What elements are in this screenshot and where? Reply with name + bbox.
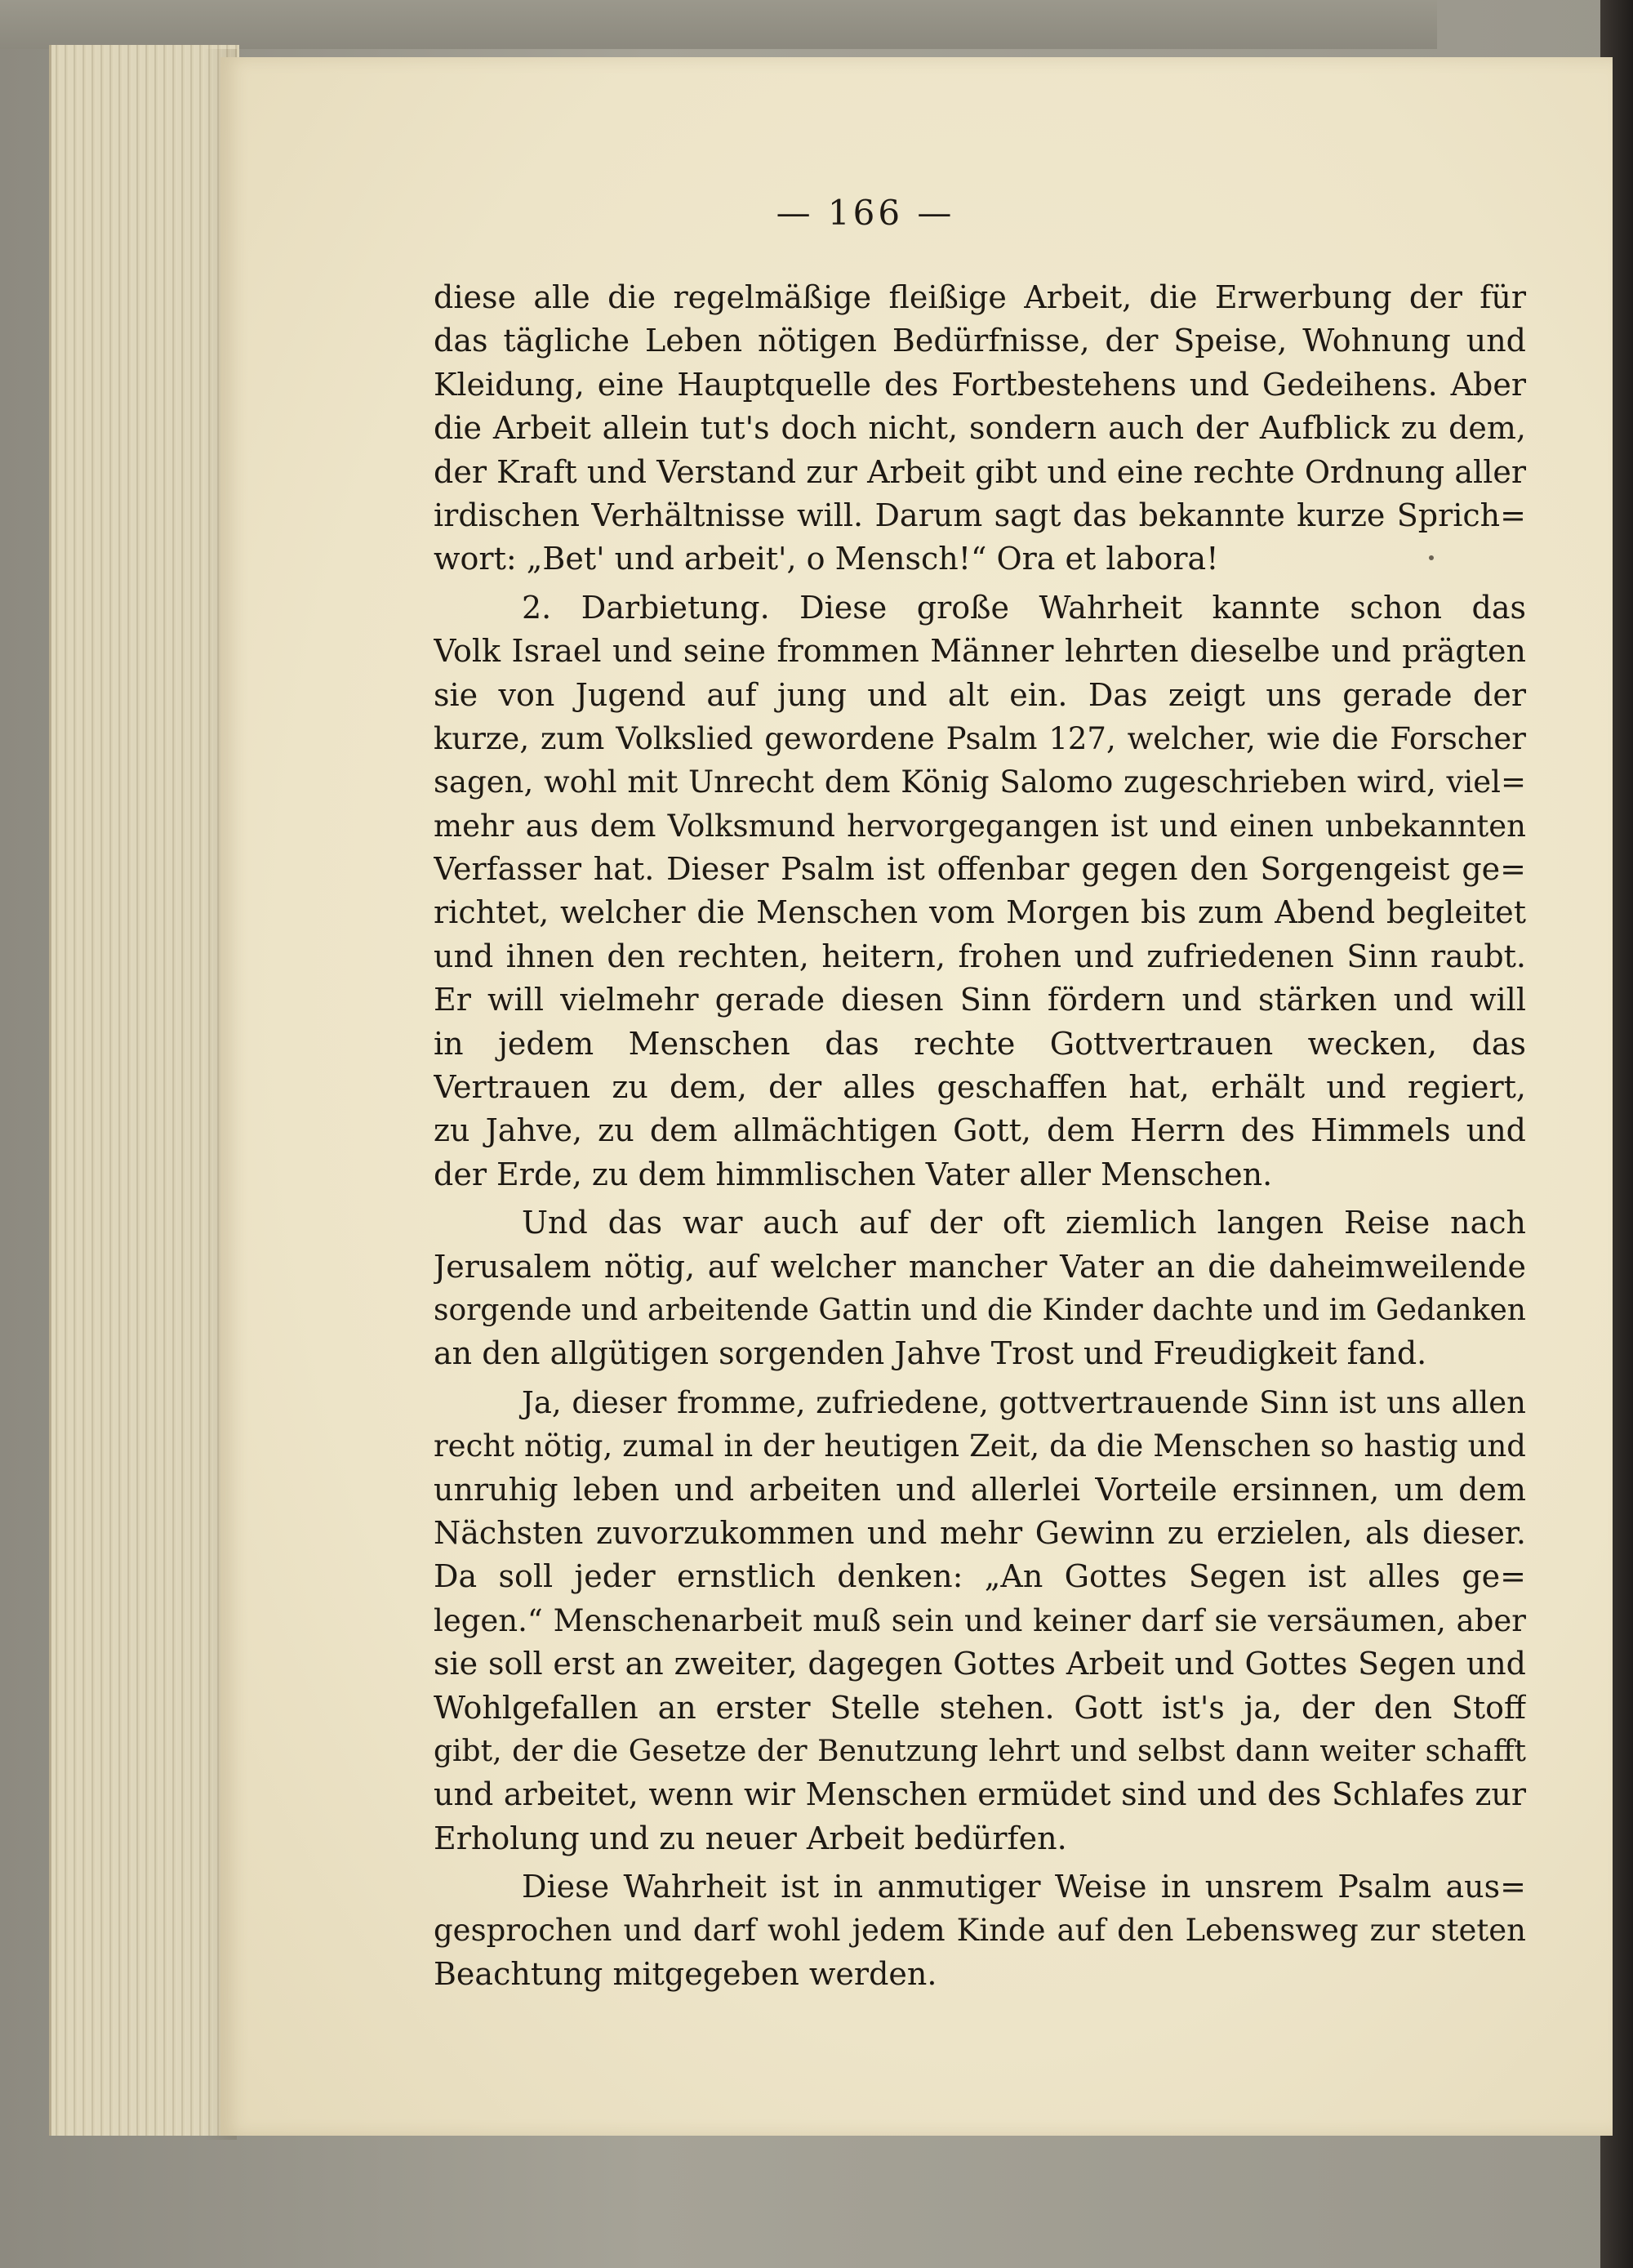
text-line: Kleidung, eine Hauptquelle des Fortbestehens und Gedeihens. Aber (434, 366, 1526, 403)
text-line: sorgende und arbeitende Gattin und die Kinder dachte und im Gedanken (434, 1293, 1526, 1327)
text-line: Verfasser hat. Dieser Psalm ist offenbar gegen den Sorgengeist ge= (434, 851, 1526, 888)
text-line: unruhig leben und arbeiten und allerlei Vorteile ersinnen, um dem (434, 1471, 1526, 1508)
text-line: legen.“ Menschenarbeit muß sein und keiner darf sie versäumen, aber (434, 1602, 1526, 1638)
page-number: — 166 — (776, 193, 955, 233)
text-line: sagen, wohl mit Unrecht dem König Salomo zugeschrieben wird, viel= (434, 764, 1526, 800)
text-line: sie von Jugend auf jung und alt ein. Das zeigt uns gerade der (434, 676, 1526, 713)
text-line: richtet, welcher die Menschen vom Morgen bis zum Abend begleitet (434, 894, 1526, 931)
text-line: recht nötig, zumal in der heutigen Zeit, da die Menschen so hastig und (434, 1428, 1526, 1464)
text-line: Wohlgefallen an erster Stelle stehen. Gott ist's ja, der den Stoff (434, 1689, 1526, 1726)
text-line: der Kraft und Verstand zur Arbeit gibt und eine rechte Ordnung aller (434, 453, 1526, 490)
text-line: sie soll erst an zweiter, dagegen Gottes Arbeit und Gottes Segen und (434, 1646, 1526, 1682)
text-line: in jedem Menschen das rechte Gottvertrauen wecken, das (434, 1025, 1526, 1062)
page-body-text (434, 276, 1526, 1996)
text-line: das tägliche Leben nötigen Bedürfnisse, der Speise, Wohnung und (434, 323, 1526, 359)
text-line: Und das war auch auf der oft ziemlich langen Reise nach (522, 1205, 1526, 1241)
text-line: und ihnen den rechten, heitern, frohen und zufriedenen Sinn raubt. (434, 938, 1526, 974)
text-line: gesprochen und darf wohl jedem Kinde auf den Lebensweg zur steten (434, 1913, 1526, 1949)
text-line: und arbeitet, wenn wir Menschen ermüdet sind und des Schlafes zur (434, 1776, 1526, 1813)
text-line: Nächsten zuvorzukommen und mehr Gewinn zu erzielen, als dieser. (434, 1514, 1526, 1551)
text-line: an den allgütigen sorgenden Jahve Trost und Freudigkeit fand. (434, 1335, 1427, 1372)
text-line: irdischen Verhältnisse will. Darum sagt das bekannte kurze Sprich= (434, 497, 1526, 533)
text-line: Ja, dieser fromme, zufriedene, gottvertrauende Sinn ist uns allen (522, 1384, 1526, 1420)
text-line: Volk Israel und seine frommen Männer lehrten dieselbe und prägten (434, 633, 1526, 670)
text-line: Da soll jeder ernstlich denken: „An Gottes Segen ist alles ge= (434, 1558, 1526, 1595)
text-line: Vertrauen zu dem, der alles geschaffen hat, erhält und regiert, (434, 1069, 1526, 1106)
text-line: der Erde, zu dem himmlischen Vater aller Menschen. (434, 1156, 1273, 1192)
book-cover-top-edge (0, 0, 1437, 49)
text-line: wort: „Bet' und arbeit', o Mensch!“ Ora et labora! (434, 541, 1219, 577)
text-line: Erholung und zu neuer Arbeit bedürfen. (434, 1820, 1067, 1856)
section-heading-line: 2. Darbietung. Diese große Wahrheit kannte schon das (522, 589, 1526, 626)
text-line: Jerusalem nötig, auf welcher mancher Vater an die daheimweilende (434, 1248, 1526, 1285)
text-line: Diese Wahrheit ist in anmutiger Weise in unsrem Psalm aus= (522, 1869, 1526, 1905)
text-line: Er will vielmehr gerade diesen Sinn fördern und stärken und will (434, 982, 1526, 1018)
text-line: mehr aus dem Volksmund hervorgegangen ist und einen unbekannten (434, 808, 1526, 844)
text-line: Beachtung mitgegeben werden. (434, 1955, 937, 1992)
text-line: kurze, zum Volkslied gewordene Psalm 127, welcher, wie die Forscher (434, 720, 1526, 756)
text-line: zu Jahve, zu dem allmächtigen Gott, dem Herrn des Himmels und (434, 1112, 1526, 1149)
text-line: die Arbeit allein tut's doch nicht, sondern auch der Aufblick zu dem, (434, 410, 1526, 447)
print-speck (1429, 555, 1434, 560)
text-line: gibt, der die Gesetze der Benutzung lehrt und selbst dann weiter schafft (434, 1734, 1526, 1768)
text-line: diese alle die regelmäßige fleißige Arbeit, die Erwerbung der für (434, 279, 1526, 315)
